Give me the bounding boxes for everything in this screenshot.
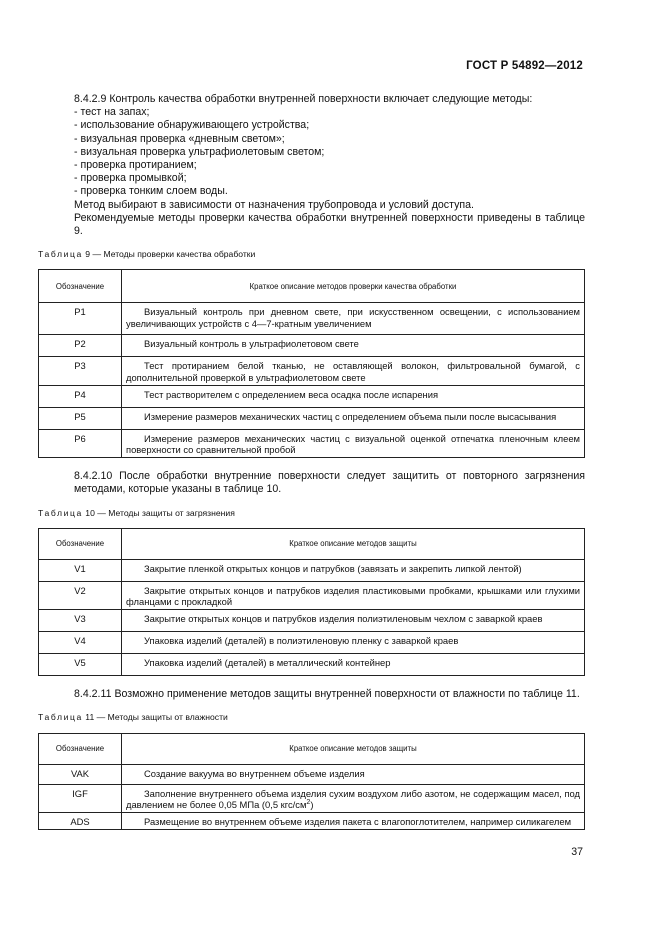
cell-code: V2: [39, 581, 122, 609]
cell-desc: Закрытие пленкой открытых концов и патрубков (завязать и закрепить липкой лентой): [122, 559, 585, 581]
table-row: [39, 429, 585, 457]
table-row: [39, 654, 585, 676]
table-header-row: [39, 270, 585, 303]
table10: [38, 528, 585, 676]
col-header-code: Обозначение: [39, 733, 122, 764]
table-row: [39, 559, 585, 581]
list-item: - использование обнаруживающего устройства;: [74, 119, 585, 132]
cell-desc: Закрытие открытых концов и патрубков изделия полиэтиленовым чехлом с заваркой краев: [122, 610, 585, 632]
cell-code: P4: [39, 385, 122, 407]
cell-code: P5: [39, 407, 122, 429]
cell-desc: Измерение размеров механических частиц с определением объема пыли после высасывания: [122, 407, 585, 429]
cell-code: V4: [39, 632, 122, 654]
superscript: 2: [306, 798, 311, 806]
cell-desc-text: Заполнение внутреннего объема изделия сухим воздухом либо азотом, не содержащим масел, под давлением не более 0,05 МПа (0,5 кгс/см: [126, 787, 580, 810]
cell-desc-text-end: ): [310, 798, 314, 810]
cell-code: P3: [39, 357, 122, 385]
table-row: [39, 784, 585, 812]
table-header-row: [39, 528, 585, 559]
table9-caption-text: 9 — Методы проверки качества обработки: [85, 249, 256, 260]
cell-desc: Упаковка изделий (деталей) в полиэтиленовую пленку с заваркой краев: [122, 632, 585, 654]
col-header-desc: Краткое описание методов защиты: [122, 528, 585, 559]
col-header-code: Обозначение: [39, 270, 122, 303]
cell-desc: [122, 784, 585, 812]
recommend-text: Рекомендуемые методы проверки качества обработки внутренней поверхности приведены в таблице 9.: [74, 211, 585, 238]
cell-desc: Размещение во внутреннем объеме изделия пакета с влагопоглотителем, например силикагелем: [122, 813, 585, 830]
method-choice-text: Метод выбирают в зависимости от назначения трубопровода и условий доступа.: [74, 198, 474, 211]
table-header-row: [39, 733, 585, 764]
standard-header: ГОСТ Р 54892—2012: [466, 60, 583, 72]
list-item: - проверка промывкой;: [74, 172, 585, 185]
cell-code: P2: [39, 335, 122, 357]
cell-desc: Тест протиранием белой тканью, не оставляющей волокон, фильтровальной бумагой, с дополнительной проверкой в ультрафиолетовом свете: [122, 357, 585, 385]
table9: [38, 269, 585, 458]
list-item: - визуальная проверка «дневным светом»;: [74, 133, 585, 146]
page-number: 37: [571, 846, 583, 858]
cell-code: V5: [39, 654, 122, 676]
table9-caption: [38, 248, 585, 261]
list-item: - тест на запах;: [74, 106, 585, 119]
table-row: [39, 610, 585, 632]
page-content: [38, 93, 585, 830]
cell-desc: Тест растворителем с определением веса осадка после испарения: [122, 385, 585, 407]
table11: [38, 733, 585, 831]
table-row: [39, 632, 585, 654]
table10-caption-text: 10 — Методы защиты от загрязнения: [85, 507, 235, 518]
table-row: [39, 385, 585, 407]
clause-8-4-2-11: 8.4.2.11 Возможно применение методов защиты внутренней поверхности от влажности по таблице 11.: [74, 688, 580, 701]
table-row: [39, 407, 585, 429]
table9-caption-word: Таблица: [38, 249, 83, 260]
cell-desc: Упаковка изделий (деталей) в металлический контейнер: [122, 654, 585, 676]
cell-code: V3: [39, 610, 122, 632]
table11-caption-word: Таблица: [38, 712, 83, 723]
list-item: - визуальная проверка ультрафиолетовым светом;: [74, 146, 585, 159]
col-header-desc: Краткое описание методов проверки качества обработки: [122, 270, 585, 303]
cell-code: V1: [39, 559, 122, 581]
table-row: [39, 357, 585, 385]
col-header-desc: Краткое описание методов защиты: [122, 733, 585, 764]
cell-desc: Измерение размеров механических частиц с визуальной оценкой отпечатка пленочным клеем поверхности со сравнительной пробой: [122, 429, 585, 457]
cell-desc: Визуальный контроль в ультрафиолетовом свете: [122, 335, 585, 357]
clause-8-4-2-10: 8.4.2.10 После обработки внутренние поверхности следует защитить от повторного загрязнения методами, которые указаны в таблице 10.: [74, 470, 585, 496]
cell-desc: Визуальный контроль при дневном свете, при искусственном освещении, с использованием увеличивающих устройств с 4—7-кратным увеличением: [122, 303, 585, 335]
table11-caption: [38, 711, 585, 724]
list-item: - проверка тонким слоем воды.: [74, 185, 585, 198]
table10-caption: [38, 507, 585, 520]
table11-caption-text: 11 — Методы защиты от влажности: [85, 712, 228, 723]
cell-desc: Закрытие открытых концов и патрубков изделия пластиковыми пробками, крышками или глухими фланцами с прокладкой: [122, 581, 585, 609]
table-row: [39, 303, 585, 335]
cell-desc: Создание вакуума во внутреннем объеме изделия: [122, 764, 585, 784]
cell-code: IGF: [39, 784, 122, 812]
cell-code: ADS: [39, 813, 122, 830]
clause-8-4-2-9-intro: 8.4.2.9 Контроль качества обработки внутренней поверхности включает следующие методы:: [74, 93, 533, 105]
list-item: - проверка протиранием;: [74, 159, 585, 172]
table-row: [39, 335, 585, 357]
table-row: [39, 813, 585, 830]
col-header-code: Обозначение: [39, 528, 122, 559]
table-row: [39, 764, 585, 784]
methods-list: [74, 106, 585, 198]
cell-code: P1: [39, 303, 122, 335]
cell-code: VAK: [39, 764, 122, 784]
table10-caption-word: Таблица: [38, 507, 83, 518]
table-row: [39, 581, 585, 609]
cell-code: P6: [39, 429, 122, 457]
